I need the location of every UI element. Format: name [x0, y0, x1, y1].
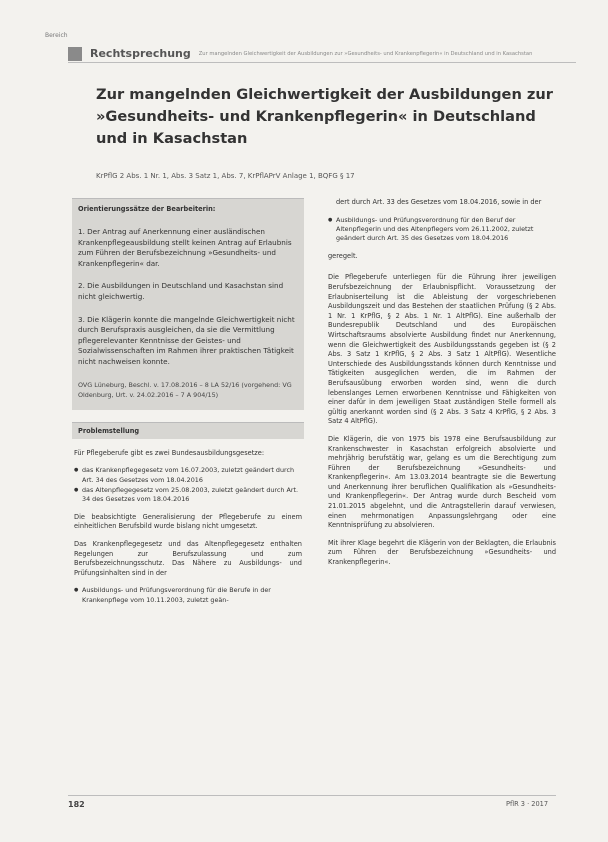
- page-number: 182: [68, 800, 85, 809]
- paragraph: geregelt.: [328, 251, 358, 260]
- problem-heading: Problemstellung: [78, 426, 140, 435]
- paragraph: Das Krankenpflegegesetz und das Altenpflegegesetz enthalten Regelungen zur Berufszulassung und zum Berufsbezeichnungsschutz. Das Nähere zu Ausbildungs- und Prüfungsinhalten sind in der: [74, 539, 302, 577]
- court-reference: OVG Lüneburg, Beschl. v. 17.08.2016 – 8 LA 52/16 (vorgehend: VG Oldenburg, Urt. v. 24.02.2016 – 7 A 904/15): [78, 380, 292, 399]
- paragraph: Die beabsichtigte Generalisierung der Pflegeberufe zu einem einheitlichen Berufsbild wurde bislang nicht umgesetzt.: [74, 512, 302, 531]
- article-citation: KrPflG 2 Abs. 1 Nr. 1, Abs. 3 Satz 1, Abs. 7, KrPflAPrV Anlage 1, BQFG § 17: [96, 172, 355, 180]
- guidance-item: 1. Der Antrag auf Anerkennung einer ausländischen Krankenpflegeausbildung stellt keinen Antrag auf Erlaubnis zum Führen der Berufsbezeichnung »Gesundheits- und Krankenpflegerin« dar.: [78, 227, 292, 268]
- journal-reference: PflR 3 · 2017: [506, 800, 549, 808]
- guidance-item: 3. Die Klägerin konnte die mangelnde Gleichwertigkeit nicht durch Berufspraxis ausgleichen, da sie die Vermittlung pflegerelevanter Kenntnisse der Geistes- und Sozialwissenschaften im Rahmen ihrer praktischen Tätigkeit nicht nachweisen konnte.: [78, 314, 295, 366]
- article-title: Zur mangelnden Gleichwertigkeit der Ausbildungen zur »Gesundheits- und Krankenpflegerin« in Deutschland und in Kasachstan: [96, 86, 554, 147]
- rubric-subtitle: Zur mangelnden Gleichwertigkeit der Ausbildungen zur »Gesundheits- und Krankenpflegerin« in Deutschland und in Kasachstan: [198, 50, 533, 57]
- paragraph: Die Klägerin, die von 1975 bis 1978 eine Berufsausbildung zur Krankenschwester in Kasachstan erfolgreich absolvierte und mehrjährig berufstätig war, gelang es um die Berechtigung zum Führen der Berufsbezeichnung »Gesundheits- und Krankenpflegerin«. Am 13.03.2014 beantragte sie die Bewertung und Anerkennung ihrer beruflichen Qualifikation als »Gesundheits- und Krankenpflegerin«. Der Antrag wurde durch Bescheid vom 21.01.2015 abgelehnt, und die Antragstellerin darauf verwiesen, einen mehrmonatigen Anpassungslehrgang oder eine Kenntnisprüfung zu absolvieren.: [328, 434, 556, 530]
- paragraph: dert durch Art. 33 des Gesetzes vom 18.04.2016, sowie in der: [336, 198, 542, 206]
- footer-divider: [68, 795, 556, 796]
- rubric-title: Rechtsprechung: [90, 47, 191, 60]
- list-item: ● Ausbildungs- und Prüfungsverordnung für die Berufe in der Krankenpflege vom 10.11.2003, zuletzt geän-: [74, 586, 302, 605]
- problem-box: [72, 422, 304, 439]
- paragraph: Die Pflegeberufe unterliegen für die Führung ihrer jeweiligen Berufsbezeichnung der Erlaubnispflicht. Voraussetzung der Erlaubniserteilung ist die Ableistung der vorgeschriebenen Ausbildungszeit und das Bestehen der staatlichen Prüfung (§ 2 Abs. 1 Nr. 1 KrPflG, § 2 Abs. 1 Nr. 1 AltPflG). Eine außerhalb der Bundesrepublik Deutschland und des Europäischen Wirtschaftsraums absolvierte Ausbildung findet nur Anerkennung, wenn die Gleichwertigkeit des Ausbildungsstands gegeben ist (§ 2 Abs. 3 Satz 1 KrPflG, § 2 Abs. 3 Satz 1 AltPflG). Wesentliche Unterschiede des Ausbildungsstands können durch Kenntnisse und Tätigkeiten ausgeglichen werden, die im Rahmen der Berufsausübung erworben worden sind, wenn die durch lebenslanges Lernen erworbenen Kenntnisse und Fähigkeiten von einer dafür in dem jeweiligen Staat zuständigen Stelle formell als gültig anerkannt worden sind (§ 2 Abs. 3 Satz 4 KrPflG, § 2 Abs. 3 Satz 4 AltPflG).: [328, 273, 556, 426]
- problem-text: [72, 439, 304, 606]
- left-column: [72, 198, 304, 613]
- guidance-box: [72, 198, 304, 410]
- regulation-list: [328, 216, 556, 244]
- law-list: [74, 466, 302, 505]
- rubric-marker: [68, 47, 82, 61]
- paragraph: Mit ihrer Klage begehrt die Klägerin von der Beklagten, die Erlaubnis zum Führen der Berufsbezeichnung »Gesundheits- und Krankenpflegerin«.: [328, 538, 556, 567]
- list-item: ● das Krankenpflegegesetz vom 16.07.2003, zuletzt geändert durch Art. 34 des Gesetzes vom 18.04.2016: [74, 466, 302, 485]
- list-item: ● das Altenpflegegesetz vom 25.08.2003, zuletzt geändert durch Art. 34 des Gesetzes vom 18.04.2016: [74, 486, 302, 505]
- guidance-item: 2. Die Ausbildungen in Deutschland und Kasachstan sind nicht gleichwertig.: [78, 281, 284, 301]
- rubric-bar: [68, 46, 576, 61]
- guidance-heading: Orientierungssätze der Bearbeiterin:: [78, 205, 216, 213]
- list-item: ● Ausbildungs- und Prüfungsverordnung für den Beruf der Altenpflegerin und des Altenpflegers vom 26.11.2002, zuletzt geändert durch Art. 35 des Gesetzes vom 18.04.2016: [328, 216, 556, 244]
- section-label: Bereich: [45, 32, 68, 39]
- paragraph: Für Pflegeberufe gibt es zwei Bundesausbildungsgesetze:: [74, 448, 265, 457]
- rubric-divider: [68, 62, 576, 63]
- right-column: [328, 198, 556, 576]
- regulation-list: [74, 586, 302, 605]
